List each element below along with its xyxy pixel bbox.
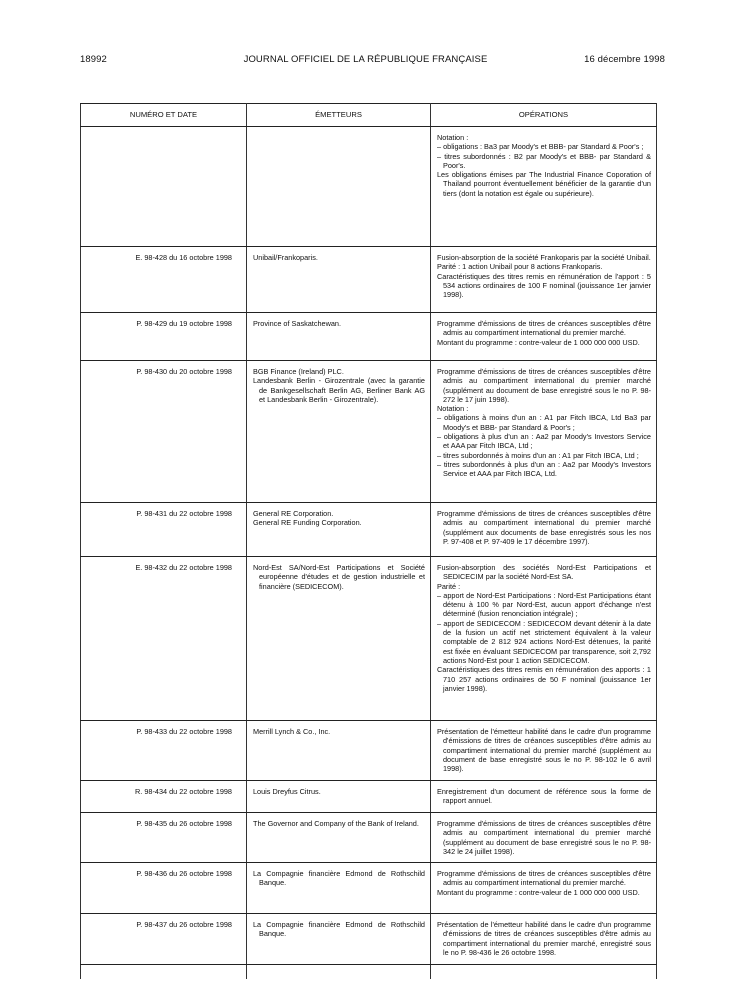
table-row [81,914,657,965]
cell-operations [431,127,657,247]
cell-emetteurs [247,127,431,247]
operation-line: – titres subordonnés : B2 par Moody's et BBB- par Standard & Poor's. [437,151,651,170]
cell-emetteurs [247,813,431,863]
cell-operations [431,813,657,863]
issue-date: 16 décembre 1998 [584,54,665,65]
operation-line: Présentation de l'émetteur habilité dans le cadre d'un programme d'émissions de titres de créances susceptibles d'être admis au compartiment international du premier marché, enregistré sous le no P. 98-436 le 26 octobre 1998. [437,920,651,957]
operation-line: – apport de Nord-Est Participations : Nord-Est Participations étant détenu à 100 % par Nord-Est, aucun apport d'échange n'est déterminé (fusion renonciation intégrale) ; [437,590,651,619]
operation-line: Caractéristiques des titres remis en rémunération de l'apport : 5 534 actions ordinaires de 100 F nominal (jouissance 1er janvier 1998). [437,271,651,300]
operation-line: Notation : [437,404,469,414]
cell-numero: P. 98-436 du 26 octobre 1998 [81,863,247,914]
operation-line: Fusion-absorption de la société Frankoparis par la société Unibail. [437,253,651,262]
operation-line: Programme d'émissions de titres de créances susceptibles d'être admis au compartiment international du premier marché. [437,869,651,888]
empty-cell [431,965,657,980]
emetteur-line: BGB Finance (Ireland) PLC. [253,367,344,376]
column-header-operations: OPÉRATIONS [431,104,657,127]
operation-line: Montant du programme : contre-valeur de 1 000 000 000 USD. [437,887,640,897]
operation-line: Parité : [437,581,461,591]
operation-line: Programme d'émissions de titres de créances susceptibles d'être admis au compartiment international du premier marché (supplément au document de base enregistré sous le no P. 98-342 le 24 juillet 1998). [437,819,651,856]
operation-line: – obligations : Ba3 par Moody's et BBB- par Standard & Poor's ; [437,142,644,152]
cell-numero: P. 98-435 du 26 octobre 1998 [81,813,247,863]
operation-line: Notation : [437,133,469,142]
operations-table [80,103,657,979]
emetteur-line: Unibail/Frankoparis. [253,253,318,262]
operation-line: – obligations à moins d'un an : A1 par Fitch IBCA, Ltd Ba3 par Moody's et BBB- par Standard & Poor's ; [437,413,651,432]
operation-line: – titres subordonnés à plus d'un an : Aa2 par Moody's Investors Service et AAA par Fitch IBCA, Ltd. [437,459,651,479]
cell-numero [81,127,247,247]
cell-emetteurs [247,313,431,361]
cell-operations [431,247,657,313]
emetteur-line: Louis Dreyfus Citrus. [253,787,321,796]
table-row [81,721,657,781]
operation-line: Présentation de l'émetteur habilité dans le cadre d'un programme d'émissions de titres de créances susceptibles d'être admis au compartiment international du premier marché (supplément au document de base enregistré sous le no P. 98-102 le 6 avril 1998). [437,727,651,774]
cell-operations [431,863,657,914]
cell-numero: E. 98-428 du 16 octobre 1998 [81,247,247,313]
operation-line: – titres subordonnés à moins d'un an : A1 par Fitch IBCA, Ltd ; [437,450,639,460]
operation-line: – apport de SEDICECOM : SEDICECOM devant détenir à la date de la fusion un actif net strictement équivalent à la valeur comptable de 2 812 924 actions Nord-Est détenues, la parité est fixée en évaluant SEDICECOM par transparence, soit 2,792 actions Nord-Est pour 1 action SEDICECOM. [437,618,651,665]
cell-operations [431,914,657,965]
emetteur-line: La Compagnie financière Edmond de Rothschild Banque. [253,920,425,939]
operation-line: – obligations à plus d'un an : Aa2 par Moody's Investors Service et AAA par Fitch IBCA, Ltd ; [437,432,651,451]
operation-line: Enregistrement d'un document de référence sous la forme de rapport annuel. [437,787,651,806]
table-row [81,361,657,503]
operation-line: Montant du programme : contre-valeur de 1 000 000 000 USD. [437,337,640,347]
emetteur-line: Merrill Lynch & Co., Inc. [253,727,331,736]
cell-emetteurs [247,914,431,965]
empty-cell [81,965,247,980]
table-body [81,127,657,980]
cell-operations [431,361,657,503]
cell-numero: P. 98-433 du 22 octobre 1998 [81,721,247,781]
cell-numero: P. 98-429 du 19 octobre 1998 [81,313,247,361]
cell-emetteurs [247,721,431,781]
column-header-numero: NUMÉRO ET DATE [81,104,247,127]
operation-line: Programme d'émissions de titres de créances susceptibles d'être admis au compartiment international du premier marché (supplément au document de base enregistré sous le no P. 98-272 le 17 juin 1998). [437,367,651,404]
emetteur-line: General RE Funding Corporation. [253,518,362,528]
emetteur-line: Landesbank Berlin - Girozentrale (avec la garantie de Bankgesellschaft Berlin AG, Berliner Bank AG et Landesbank Berlin - Girozentrale). [253,376,425,404]
cell-numero: P. 98-437 du 26 octobre 1998 [81,914,247,965]
table-row [81,557,657,721]
column-header-emetteurs: ÉMETTEURS [247,104,431,127]
cell-numero: R. 98-434 du 22 octobre 1998 [81,781,247,813]
emetteur-line: General RE Corporation. [253,509,334,518]
table-header-row [81,104,657,127]
cell-numero: P. 98-431 du 22 octobre 1998 [81,503,247,557]
table-row [81,813,657,863]
table-row [81,863,657,914]
table-row [81,127,657,247]
cell-emetteurs [247,361,431,503]
operation-line: Caractéristiques des titres remis en rémunération des apports : 1 710 257 actions ordinaires de 50 F nominal (jouissance 1er janvier 1998). [437,665,651,693]
table-row [81,247,657,313]
emetteur-line: Province of Saskatchewan. [253,319,342,328]
cell-emetteurs [247,863,431,914]
operation-line: Les obligations émises par The Industrial Finance Coporation of Thailand pourront éventuellement bénéficier de la garantie d'un tiers (dont la notation est égale ou supérieure). [437,170,651,198]
table-row [81,313,657,361]
emetteur-line: Nord-Est SA/Nord-Est Participations et Société européenne d'études et de gestion industrielle et financière (SEDICECOM). [253,563,425,591]
cell-operations [431,721,657,781]
cell-numero: E. 98-432 du 22 octobre 1998 [81,557,247,721]
cell-emetteurs [247,781,431,813]
emetteur-line: La Compagnie financière Edmond de Rothschild Banque. [253,869,425,888]
operation-line: Fusion-absorption des sociétés Nord-Est Participations et SEDICECIM par la société Nord-Est SA. [437,563,651,582]
operation-line: Programme d'émissions de titres de créances susceptibles d'être admis au compartiment international du premier marché. [437,319,651,338]
cell-operations [431,781,657,813]
cell-emetteurs [247,247,431,313]
page-number: 18992 [80,54,107,65]
empty-cell [247,965,431,980]
cell-operations [431,503,657,557]
table-row [81,781,657,813]
cell-operations [431,557,657,721]
cell-emetteurs [247,503,431,557]
table-row-continued [81,965,657,980]
operation-line: Parité : 1 action Unibail pour 8 actions Frankoparis. [437,262,603,272]
cell-operations [431,313,657,361]
cell-emetteurs [247,557,431,721]
operation-line: Programme d'émissions de titres de créances susceptibles d'être admis au compartiment international du premier marché (supplément aux documents de base enregistrés sous les nos P. 97-408 et P. 97-409 le 17 décembre 1997). [437,509,651,546]
emetteur-line: The Governor and Company of the Bank of Ireland. [253,819,419,828]
table-row [81,503,657,557]
journal-title: JOURNAL OFFICIEL DE LA RÉPUBLIQUE FRANÇAISE [243,54,488,65]
cell-numero: P. 98-430 du 20 octobre 1998 [81,361,247,503]
